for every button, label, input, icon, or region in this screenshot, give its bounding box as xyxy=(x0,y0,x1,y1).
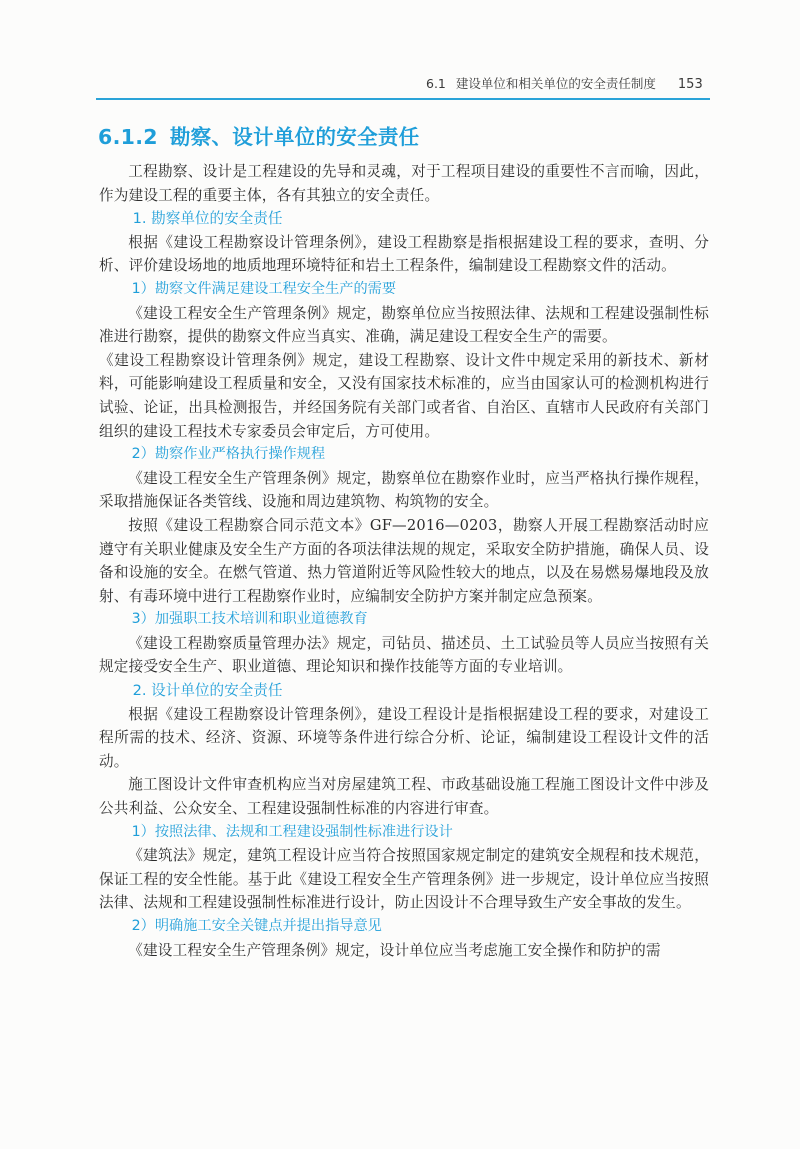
header-section-number: 6.1 xyxy=(426,76,446,91)
section-number: 6.1.2 xyxy=(98,125,158,149)
paragraph-design-1a: 《建筑法》规定，建筑工程设计应当符合按照国家规定制定的建筑安全规程和技术规范，保证工程的安全性能。基于此《建设工程安全生产管理条例》进一步规定，设计单位应当按照法律、法规和工程建设强制性标准进行设计，防止因设计不合理导致生产安全事故的发生。 xyxy=(99,847,709,912)
paragraph-design-review: 施工图设计文件审查机构应当对房屋建筑工程、市政基础设施工程施工图设计文件中涉及公共利益、公众安全、工程建设强制性标准的内容进行审查。 xyxy=(99,776,709,818)
paragraph-survey-2a: 《建设工程安全生产管理条例》规定，勘察单位在勘察作业时，应当严格执行操作规程，采取措施保证各类管线、设施和周边建筑物、构筑物的安全。 xyxy=(99,469,709,511)
page-number: 153 xyxy=(677,77,703,92)
section-title: 勘察、设计单位的安全责任 xyxy=(169,125,420,149)
paragraph-design-definition: 根据《建设工程勘察设计管理条例》，建设工程设计是指根据建设工程的要求，对建设工程所需的技术、经济、资源、环境等条件进行综合分析、论证，编制建设工程设计文件的活动。 xyxy=(99,705,709,770)
heading-design-item-1: 1）按照法律、法规和工程建设强制性标准进行设计 xyxy=(131,823,453,840)
heading-survey-responsibility: 1. 勘察单位的安全责任 xyxy=(132,210,283,228)
heading-survey-item-3: 3）加强职工技术培训和职业道德教育 xyxy=(131,611,368,628)
paragraph-design-2a: 《建设工程安全生产管理条例》规定，设计单位应当考虑施工安全操作和防护的需 xyxy=(128,941,661,959)
paragraph-survey-definition: 根据《建设工程勘察设计管理条例》，建设工程勘察是指根据建设工程的要求，查明、分析、评价建设场地的地质地理环境特征和岩土工程条件，编制建设工程勘察文件的活动。 xyxy=(99,233,709,275)
heading-design-item-2: 2）明确施工安全关键点并提出指导意见 xyxy=(131,918,382,934)
header-section-title: 建设单位和相关单位的安全责任制度 xyxy=(455,76,656,91)
paragraph-survey-2b: 按照《建设工程勘察合同示范文本》GF—2016—0203，勘察人开展工程勘察活动时应遵守有关职业健康及安全生产方面的各项法律法规的规定，采取安全防护措施，确保人员、设备和设施的安全。在燃气管道、热力管道附近等风险性较大的地点，以及在易燃易爆地段及放射、有毒环境中进行工程勘察作业时，应编制安全防护方案并制定应急预案。 xyxy=(99,516,709,605)
body-text xyxy=(99,160,709,962)
paragraph-intro: 工程勘察、设计是工程建设的先导和灵魂，对于工程项目建设的重要性不言而喻，因此，作为建设工程的重要主体，各有其独立的安全责任。 xyxy=(99,163,709,204)
heading-design-responsibility: 2. 设计单位的安全责任 xyxy=(132,682,283,700)
paragraph-survey-1b: 《建设工程勘察设计管理条例》规定，建设工程勘察、设计文件中规定采用的新技术、新材料，可能影响建设工程质量和安全，又没有国家技术标准的，应当由国家认可的检测机构进行试验、论证，出具检测报告，并经国务院有关部门或者省、自治区、直辖市人民政府有关部门组织的建设工程技术专家委员会审定后，方可使用。 xyxy=(99,351,709,440)
heading-survey-item-2: 2）勘察作业严格执行操作规程 xyxy=(131,446,326,463)
header-rule xyxy=(96,98,710,100)
paragraph-survey-3a: 《建设工程勘察质量管理办法》规定，司钻员、描述员、土工试验员等人员应当按照有关规定接受安全生产、职业道德、理论知识和操作技能等方面的专业培训。 xyxy=(99,634,709,676)
running-header xyxy=(426,74,703,92)
paragraph-survey-1a: 《建设工程安全生产管理条例》规定，勘察单位应当按照法律、法规和工程建设强制性标准进行勘察，提供的勘察文件应当真实、准确，满足建设工程安全生产的需要。 xyxy=(99,304,709,346)
section-heading xyxy=(98,120,419,150)
heading-survey-item-1: 1）勘察文件满足建设工程安全生产的需要 xyxy=(131,280,397,297)
